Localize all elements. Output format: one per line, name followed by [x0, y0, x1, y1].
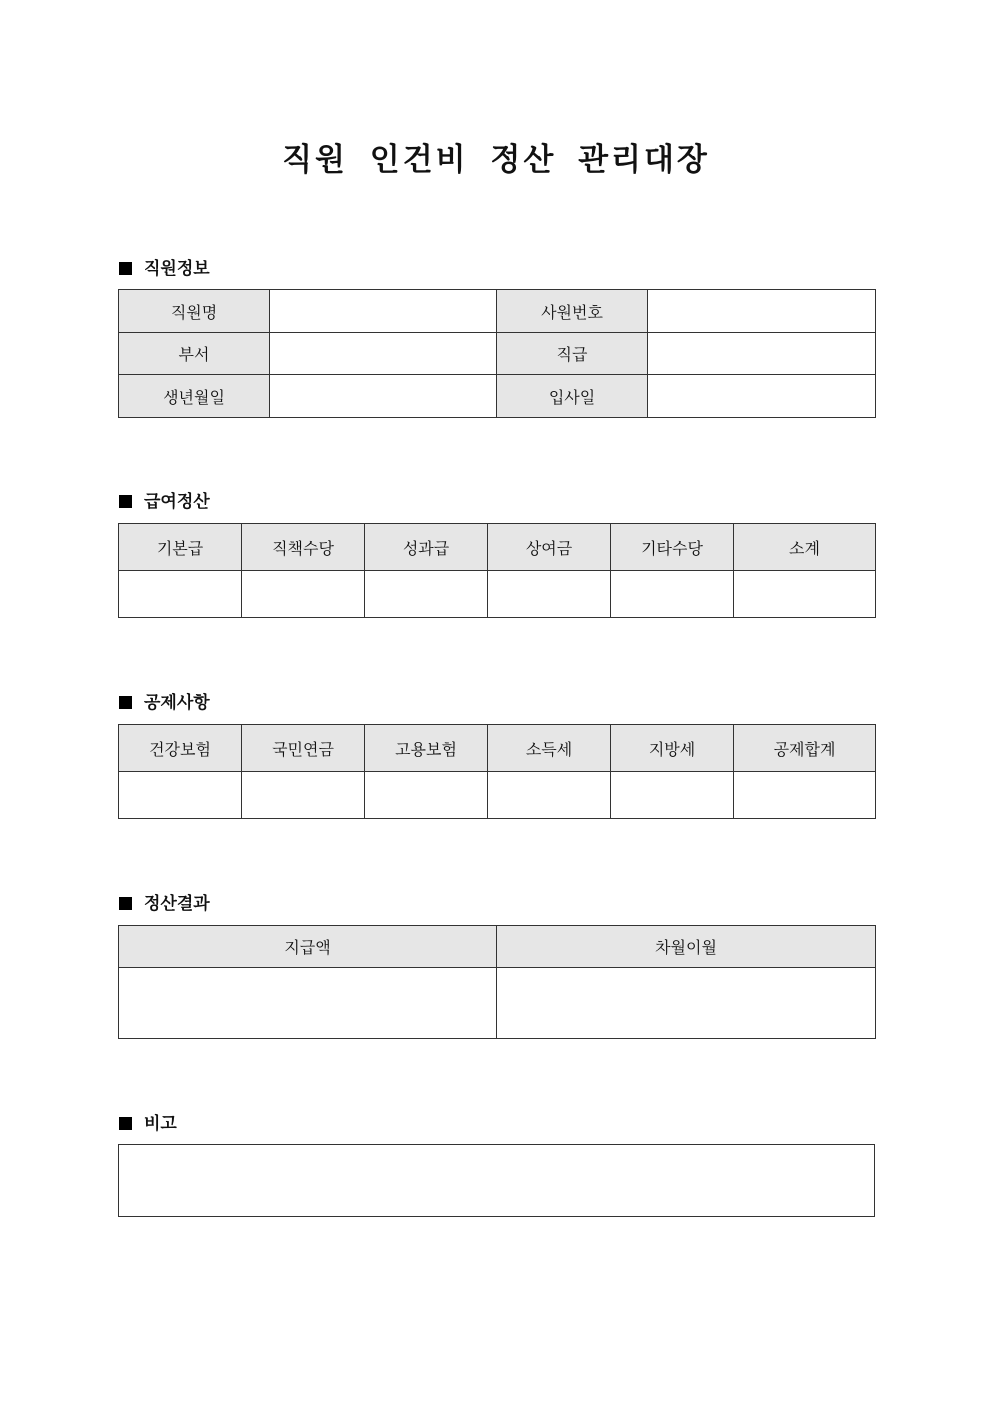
hire-date-field[interactable] [648, 375, 876, 418]
section-heading-employee [119, 254, 210, 279]
header-position-allowance: 직책수당 [242, 524, 365, 571]
bonus-field[interactable] [488, 571, 611, 618]
birth-date-field[interactable] [270, 375, 497, 418]
header-bonus: 상여금 [488, 524, 611, 571]
header-income-tax: 소득세 [488, 725, 611, 772]
remarks-table [118, 1144, 875, 1217]
label-hire-date: 입사일 [497, 375, 648, 418]
health-insurance-field[interactable] [119, 772, 242, 819]
employee-name-field[interactable] [270, 290, 497, 333]
income-tax-field[interactable] [488, 772, 611, 819]
square-bullet-icon [119, 1117, 132, 1130]
section-heading-deduction [119, 688, 210, 713]
local-tax-field[interactable] [611, 772, 734, 819]
deduction-total-field[interactable] [734, 772, 876, 819]
position-allowance-field[interactable] [242, 571, 365, 618]
section-heading-deduction-text: 공제사항 [144, 693, 210, 713]
label-position: 직급 [497, 333, 648, 375]
header-payment-amount: 지급액 [119, 926, 497, 968]
section-heading-result [119, 889, 210, 914]
section-heading-result-text: 정산결과 [144, 894, 210, 914]
header-performance-pay: 성과급 [365, 524, 488, 571]
section-heading-salary [119, 487, 210, 512]
label-employee-number: 사원번호 [497, 290, 648, 333]
section-heading-remarks [119, 1109, 177, 1134]
square-bullet-icon [119, 262, 132, 275]
page-title: 직원 인건비 정산 관리대장 [282, 142, 710, 178]
header-other-allowance: 기타수당 [611, 524, 734, 571]
national-pension-field[interactable] [242, 772, 365, 819]
header-employment-insurance: 고용보험 [365, 725, 488, 772]
deduction-table [118, 724, 876, 819]
employment-insurance-field[interactable] [365, 772, 488, 819]
header-subtotal: 소계 [734, 524, 876, 571]
square-bullet-icon [119, 696, 132, 709]
square-bullet-icon [119, 897, 132, 910]
carry-over-field[interactable] [497, 968, 876, 1039]
header-deduction-total: 공제합계 [734, 725, 876, 772]
other-allowance-field[interactable] [611, 571, 734, 618]
header-national-pension: 국민연금 [242, 725, 365, 772]
square-bullet-icon [119, 495, 132, 508]
position-field[interactable] [648, 333, 876, 375]
employee-number-field[interactable] [648, 290, 876, 333]
label-employee-name: 직원명 [119, 290, 270, 333]
performance-pay-field[interactable] [365, 571, 488, 618]
section-heading-employee-text: 직원정보 [144, 259, 210, 279]
salary-table [118, 523, 876, 618]
remarks-field[interactable] [119, 1145, 875, 1217]
section-heading-remarks-text: 비고 [144, 1114, 177, 1134]
section-heading-salary-text: 급여정산 [144, 492, 210, 512]
base-pay-field[interactable] [119, 571, 242, 618]
subtotal-field[interactable] [734, 571, 876, 618]
settlement-result-table [118, 925, 876, 1039]
department-field[interactable] [270, 333, 497, 375]
header-carry-over: 차월이월 [497, 926, 876, 968]
label-birth-date: 생년월일 [119, 375, 270, 418]
employee-info-table [118, 289, 876, 418]
header-base-pay: 기본급 [119, 524, 242, 571]
header-health-insurance: 건강보험 [119, 725, 242, 772]
label-department: 부서 [119, 333, 270, 375]
header-local-tax: 지방세 [611, 725, 734, 772]
payment-amount-field[interactable] [119, 968, 497, 1039]
